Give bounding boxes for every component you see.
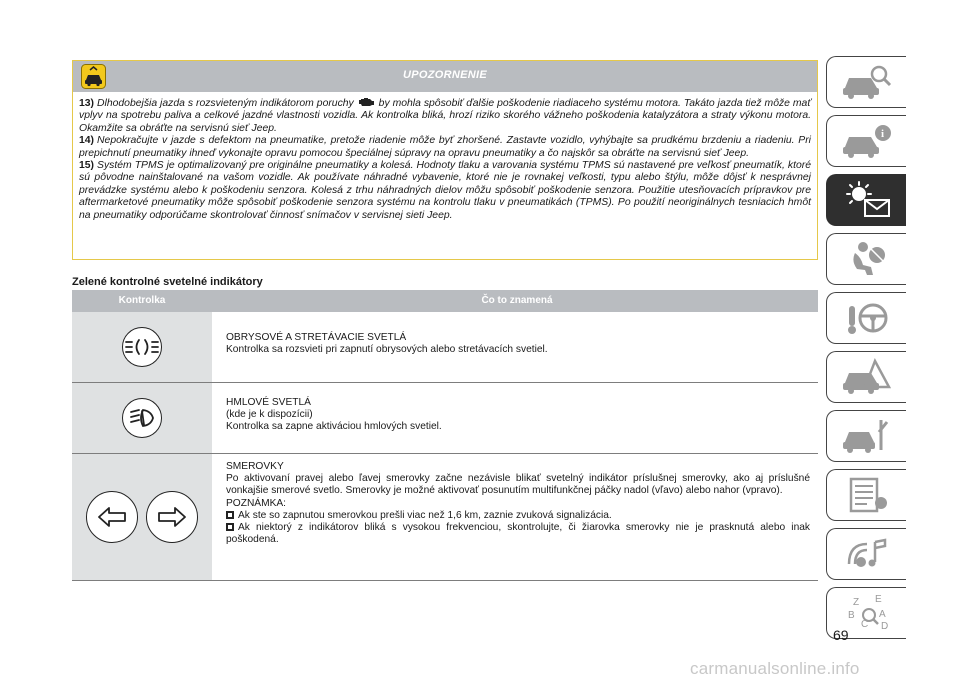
svg-text:C: C xyxy=(860,619,868,630)
indicator-name: OBRYSOVÉ A STRETÁVACIE SVETLÁ xyxy=(226,332,407,343)
svg-text:B: B xyxy=(847,610,855,621)
item-number: 14) xyxy=(79,135,95,147)
column-header-kontrolka: Kontrolka xyxy=(118,295,166,306)
svg-text:A: A xyxy=(878,609,886,620)
meaning-cell xyxy=(212,312,818,382)
sidebar-tab-starting-driving[interactable] xyxy=(826,292,906,344)
icon-cell xyxy=(72,454,212,580)
section-title: Zelené kontrolné svetelné indikátory xyxy=(72,276,263,288)
sidebar-tab-warning-lights[interactable] xyxy=(826,174,906,226)
indicator-availability: (kde je k dispozícii) xyxy=(226,409,313,421)
svg-text:i: i xyxy=(880,128,884,140)
spec-sheet-icon xyxy=(841,475,893,515)
table-header xyxy=(72,290,818,312)
table-row xyxy=(72,383,818,454)
icon-cell xyxy=(72,312,212,382)
car-tools-icon xyxy=(841,416,893,456)
warning-box xyxy=(72,60,818,260)
turn-right-icon xyxy=(146,491,198,543)
note-label: POZNÁMKA: xyxy=(226,497,287,509)
meaning-cell xyxy=(212,454,818,580)
warning-item-13 xyxy=(79,97,811,135)
indicator-description: Kontrolka sa rozsvieti pri zapnutí obrysových alebo stretávacích svetiel. xyxy=(226,344,548,356)
sidebar-tab-maintenance[interactable] xyxy=(826,410,906,462)
note-item xyxy=(226,522,810,546)
engine-check-icon xyxy=(358,97,375,107)
indicator-name: HMLOVÉ SVETLÁ xyxy=(226,397,311,408)
column-header-meaning: Čo to znamená xyxy=(481,295,553,306)
warning-item-15 xyxy=(79,160,811,222)
page-number: 69 xyxy=(833,627,849,643)
position-lights-icon xyxy=(122,327,162,367)
meaning-cell xyxy=(212,383,818,453)
sidebar-tab-safety[interactable] xyxy=(826,233,906,285)
warning-title: UPOZORNENIE xyxy=(403,69,487,81)
table-row xyxy=(72,454,818,581)
sidebar-tab-multimedia[interactable] xyxy=(826,528,906,580)
item-text: Nepokračujte v jazde s defektom na pneumatike, pretože riadenie môže byť zhoršené. Zastavte vozidlo, vyhýbajte sa prudkému brzdeniu a riadeniu. Pri prepichnutí pneumatiky ihneď vykonajte opravu pomocou špeciálnej súpravy na opravu pneumatiky a čo najskôr sa obráťte na servisnú sieť Jeep. xyxy=(79,135,811,159)
car-search-icon xyxy=(841,62,893,102)
airbag-seat-icon xyxy=(841,239,893,279)
item-text: Systém TPMS je optimalizovaný pre originálne pneumatiky a kolesá. Hodnoty tlaku a varovania systému TPMS sú nastavené pre veľkosť pneumatík, ktoré sú pôvodne nainštalované na vašom vozidle. Ak používate náhradné vybavenie, ktoré nie je rovnakej veľkosti, typu alebo štýlu, môže dôjsť k nesprávnej prevádzke systému alebo k poškodeniu senzora. Kolesá z trhu náhradných dielov môžu spôsobiť poškodenie senzora. Použitie utesňovacích prípravkov pre aftermarketové pneumatiky môže spôsobiť poškodenie senzora systému na kontrolu tlaku v pneumatikách (TPMS). Po použití neoriginálnych tesniacich hmôt na pneumatiky odporúčame skontrolovať činnosť snímačov v servisnej sieti Jeep. xyxy=(79,160,811,221)
indicator-description: Po aktivovaní pravej alebo ľavej smerovky začne nezávisle blikať svetelný indikátor príslušnej smerovky, ako aj príslušné vonkajšie smerové svetlo. Smerovky je možné aktivovať posunutím multifunkčnej páčky nadol (vľavo) alebo nahor (vpravo). xyxy=(226,473,810,497)
warning-item-14 xyxy=(79,135,811,160)
warning-text xyxy=(73,92,817,222)
fog-lights-icon xyxy=(122,398,162,438)
car-crash-icon xyxy=(841,357,893,397)
warning-lights-icon xyxy=(841,180,893,220)
steering-wheel-icon xyxy=(841,298,893,338)
svg-text:Z: Z xyxy=(852,597,859,608)
item-number: 13) xyxy=(79,98,95,109)
item-text: Dlhodobejšia jazda s rozsvieteným indikátorom poruchy xyxy=(97,98,354,109)
note-bullet-icon xyxy=(226,511,234,519)
item-text-cont: by mohla spôsobiť ďalšie poškodenie riadiaceho systému motora. Takáto jazda tiež môže mať vplyv na spotrebu paliva a celkové jazdné vlastnosti vozidla. Ak kontrolka bliká, hrozí riziko skorého vážneho poškodenia katalyzátora a straty výkonu motora. Okamžite sa obráťte na servisnú sieť Jeep. xyxy=(79,98,812,134)
turn-left-icon xyxy=(86,491,138,543)
table-row xyxy=(72,312,818,383)
chapter-sidebar xyxy=(826,56,908,646)
indicator-name: SMEROVKY xyxy=(226,461,284,472)
sidebar-tab-car-search[interactable] xyxy=(826,56,906,108)
watermark: carmanualsonline.info xyxy=(690,659,860,678)
icon-cell xyxy=(72,383,212,453)
svg-text:D: D xyxy=(880,621,888,632)
svg-text:E: E xyxy=(874,594,882,605)
car-info-icon xyxy=(841,121,893,161)
warning-header xyxy=(73,61,817,92)
indicator-description: Kontrolka sa zapne aktiváciou hmlových svetiel. xyxy=(226,421,442,433)
sidebar-tab-emergency[interactable] xyxy=(826,351,906,403)
sidebar-tab-technical-data[interactable] xyxy=(826,469,906,521)
note-item xyxy=(226,510,810,522)
note-text: Ak ste so zapnutou smerovkou prešli viac než 1,6 km, zaznie zvuková signalizácia. xyxy=(238,509,612,521)
note-text: Ak niektorý z indikátorov bliká s vysokou frekvenciou, skontrolujte, či žiarovka smerovky nie je prasknutá alebo inak poškodená. xyxy=(226,522,810,546)
note-bullet-icon xyxy=(226,523,234,531)
multimedia-icon xyxy=(841,534,893,574)
sidebar-tab-car-info[interactable] xyxy=(826,115,906,167)
indicator-table xyxy=(72,290,818,581)
item-number: 15) xyxy=(79,160,95,172)
